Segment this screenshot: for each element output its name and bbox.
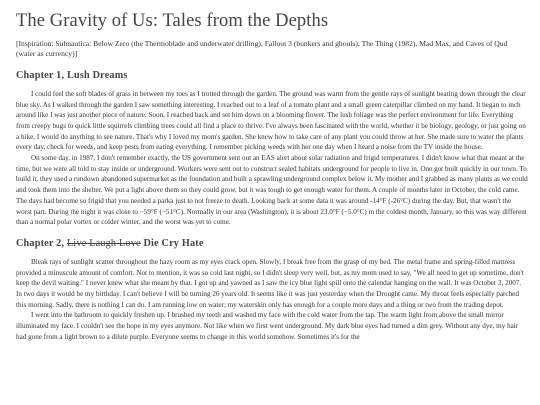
inspiration-note: [Inspiration: Subnautica: Below Zero (the Thermoblade and underwater drilling), Fallout 3 (bunkers and ghouls), The Thing (1982), Mad Max, and Caves of Qud (water as currency)] [16,39,508,59]
chapter-1-paragraph-1: I could feel the soft blades of grass in between my toes as I trotted through the garden. The ground was warm from the gentle rays of sunlight beating down through the clear blue sky. As I walked through the garden I saw something interesting. I reached out to a leaf of a tomato plant and a small green caterpillar climbed on my hand. It began to inch around like I was just another piece of nature. Soon, I reached back and set him down on a blooming flower. The lush foliage was the perfect environment for life. Everything from creepy bugs to quick little squirrels climbing trees could all find a place to thrive. I've always been fascinated with the world, whether it be biology, geology, or just going on a hike, I would do anything to see nature. That's why I loved my mom's garden. She knew how to take care of any plant you could throw at her. She made sure to water the plants every day, check for weeds, and keep pests from eating everything. I remember picking weeds with her one day when I heard a noise from the TV inside the house. [16,89,526,152]
chapter-2-title: Die Cry Hate [143,237,204,249]
document-title: The Gravity of Us: Tales from the Depths [16,11,329,31]
chapter-1-heading: Chapter 1, Lush Dreams [16,69,128,81]
chapter-2-struck-title: Live Laugh Love [66,237,141,249]
section-spacer [16,228,528,238]
chapter-1-paragraph-2: On some day, in 1987, I don't remember exactly, the US government sent out an EAS alert about solar radiation and frigid temperatures. I didn't know what that meant at the time, but we were all told to stay inside or underground. Workers were sent out to construct sealed habitats underground for people to live in. One got built quickly in our town. To build it, they used a rundown abandoned supermarket as the foundation and built a sprawling underground complex below it. My mother and I grabbed as many plants as we could and took them into the shelter. We put a light above them so they could grow, but it was tough to get enough water for them. A couple of months later in October, the cold came. The days had become so frigid that you needed a parka just to not freeze to death. Looking back at some data it was around -14°F (-26°C) during the day. But, that wasn't the worst part. During the night it was close to −59°F (−51°C). Normally in our area (Washington), it is about 23.0°F (−5.0°C) in the coldest month, January, so this was way different than a normal polar vortex or colder winter, and the worst was yet to come. [16,154,528,227]
chapter-2-paragraph-1: Bleak rays of sunlight scatter throughout the hazy room as my eyes crack open. Slowly, I break free from the grasp of my bed. The metal frame and spring-filled mattress provided a minuscule amount of comfort. Not to mention, it was so cold last night, so I didn't sleep very well, but, as my mom used to say, "We all need to get up sometime, don't keep the devil waiting." I never knew what she meant by that. I got up and yawned as I saw the icy blue light spill onto the calendar hanging on the wall. It was October 3, 2007. In two days it would be my birthday. I can't believe I will be turning 26 years old. It seems like it was just yesterday when the Drought came. My throat feels especially parched this morning. Sadly, there is nothing I can do. I am running low on water; my waterskin only has enough for a couple more days and a thing or two from the trading depot. [16,257,524,309]
chapter-2-paragraph-2: I went into the bathroom to quickly freshen up. I brushed my teeth and washed my face with the cold water from the tap. The warm light from above the small mirror illuminated my face. I couldn't see the hope in my eyes anymore. Not like when we first went underground. My dark blue eyes had turned a dim grey. Without any dye, my hair had gone from a light brown to a dilute purple. Everyone seems to change in this world somehow. Sometimes it's for the [16,311,519,341]
chapter-2-heading [16,238,528,250]
chapter-2-label: Chapter 2, [16,237,65,249]
